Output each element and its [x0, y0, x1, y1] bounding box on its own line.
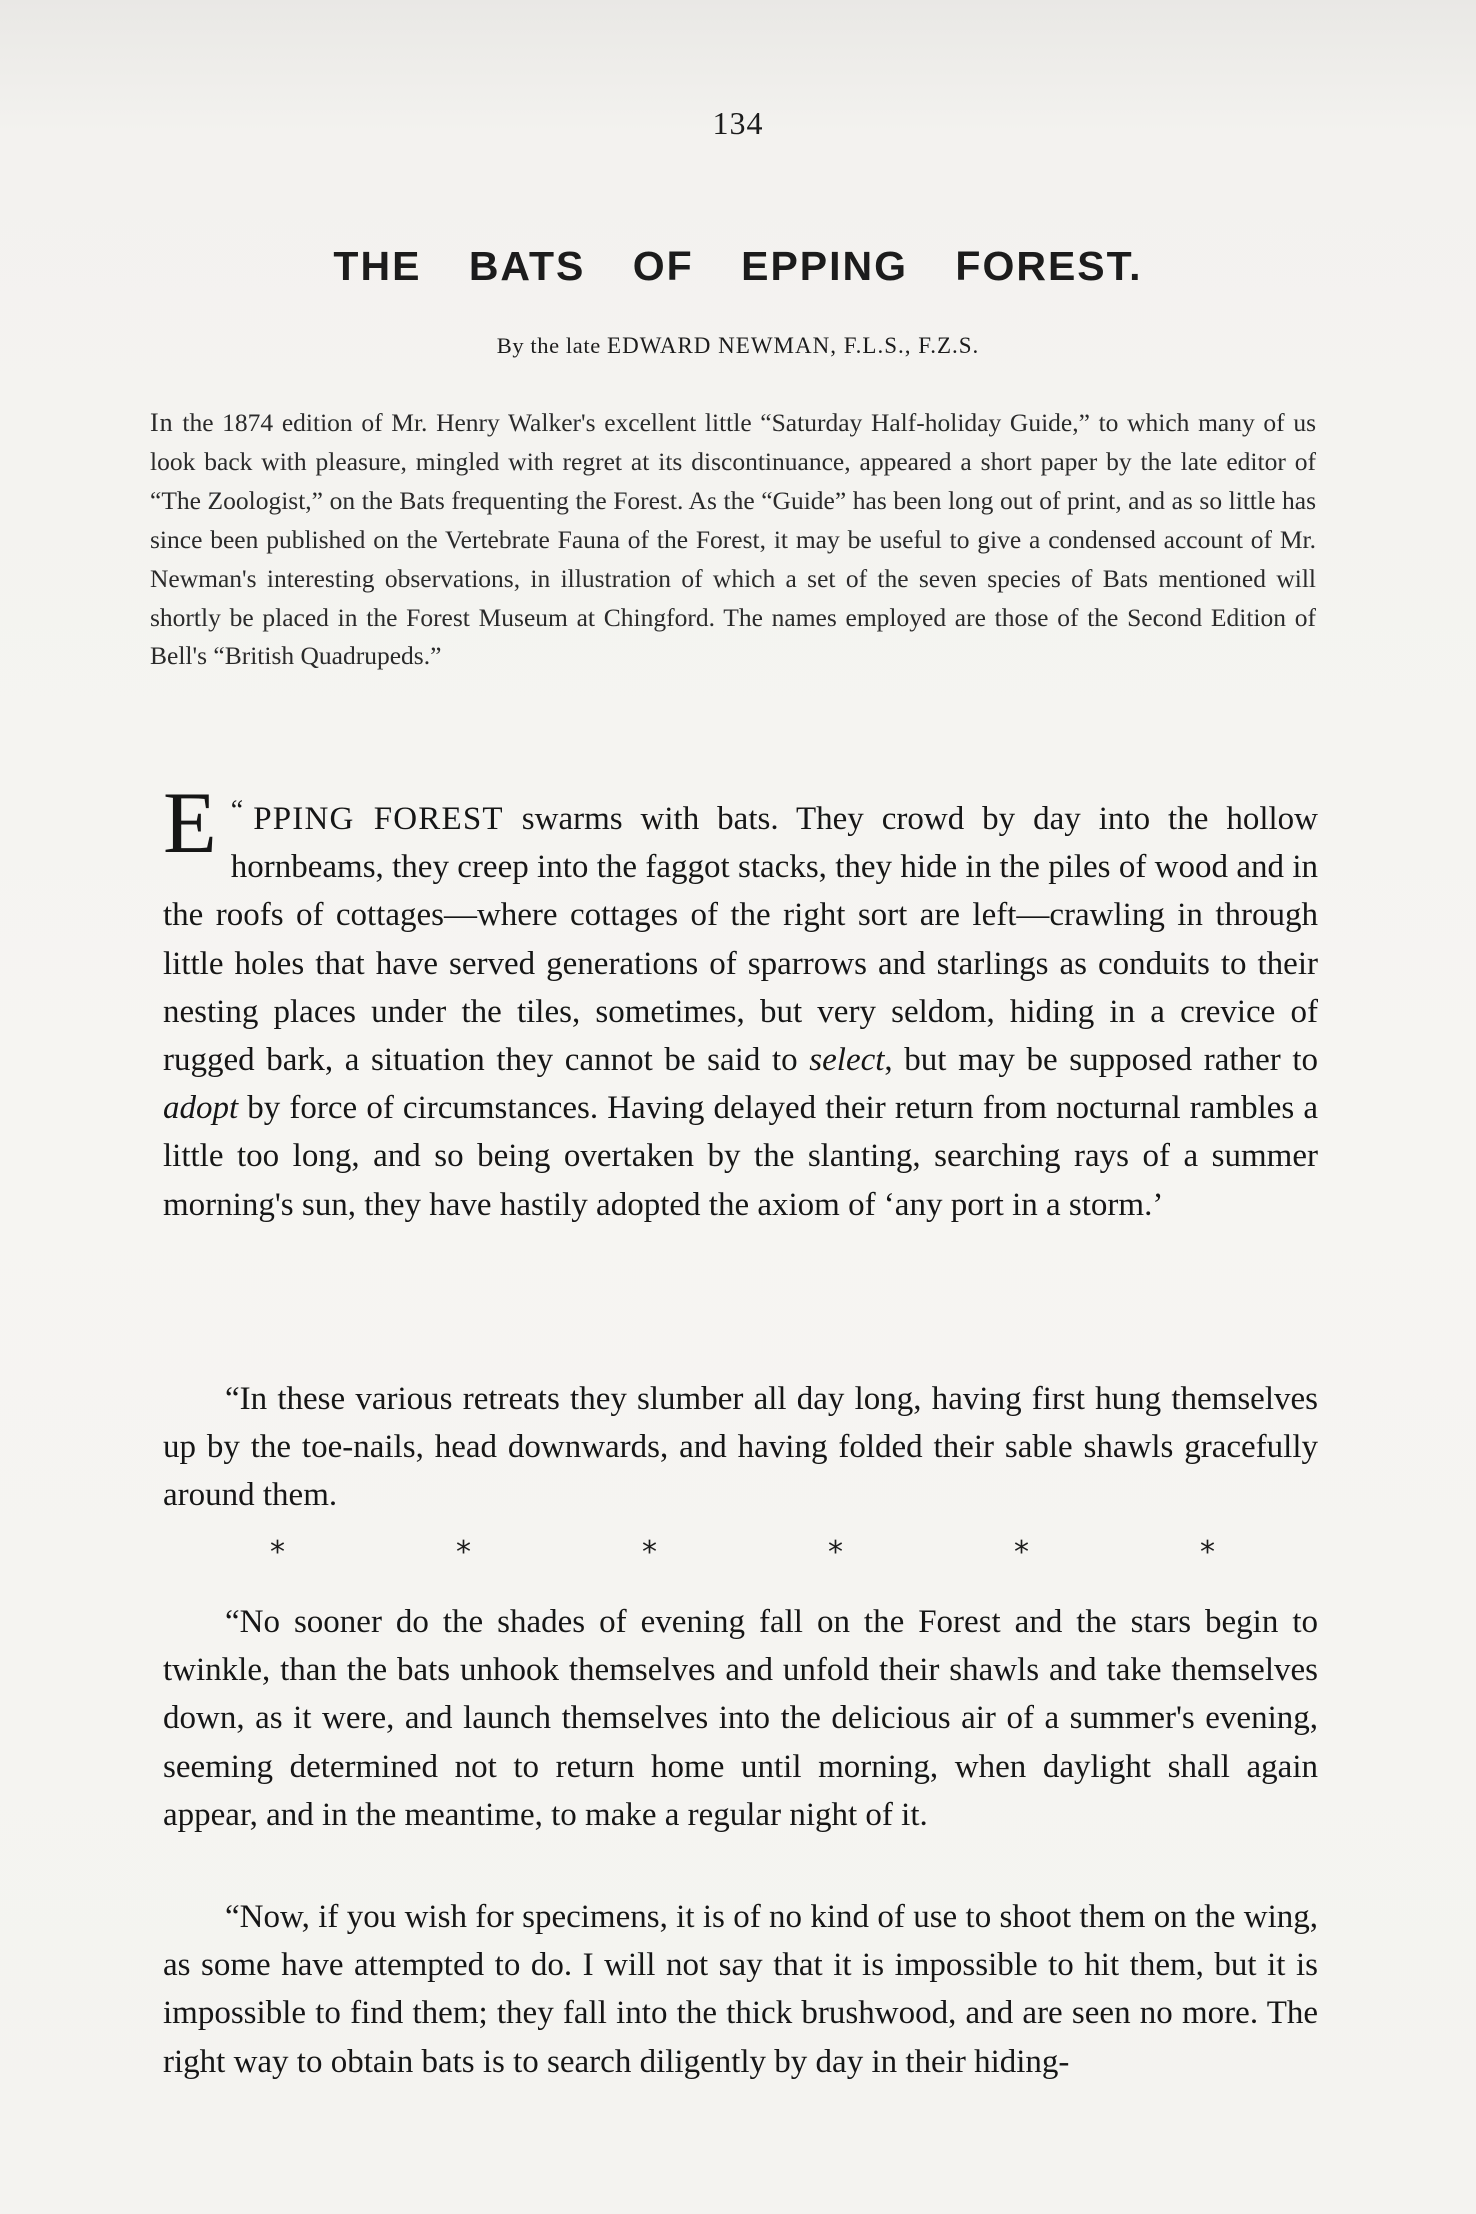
drop-cap: E	[163, 775, 217, 872]
opening-quote-mark: “	[230, 795, 244, 826]
quote-paragraph-2	[163, 1375, 1318, 1520]
emphasis-adopt: adopt	[163, 1090, 239, 1127]
quote-paragraph-4-text: “Now, if you wish for specimens, it is of no kind of use to shoot them on the wing, as some have attempted to do. I will not say that it is impossible to hit them, but it is impossible to find them; they fall into the thick brushwood, and are seen no more. The right way to obtain bats is to search diligently by day in their hiding-	[163, 1899, 1318, 2080]
quote-paragraph-1	[163, 775, 1319, 1229]
quote-paragraph-2-text: “In these various retreats they slumber all day long, having first hung themselves up by the toe-nails, head downwards, and having folded their sable shawls gracefully around them.	[163, 1381, 1318, 1514]
quote-text-a: swarms with bats. They crowd by day into the hollow hornbeams, they creep into the faggot stacks, they hide in the piles of wood and in the roofs of cottages—where cottages of the right sort are left—crawling in through little holes that have served generations of sparrows and starlings as conduits to their nesting places under the tiles, sometimes, but very seldom, hiding in a crevice of rugged bark, a situation they cannot be said to	[163, 801, 1318, 1079]
byline	[150, 333, 1326, 359]
article-title: THE BATS OF EPPING FOREST.	[333, 243, 1143, 289]
quote-text-b: , but may be supposed rather to	[884, 1042, 1319, 1079]
section-break-asterisks	[270, 1535, 1215, 1570]
quote-paragraph-3-text: “No sooner do the shades of evening fall on the Forest and the stars begin to twinkle, than the bats unhook themselves and unfold their shawls and take themselves down, as it were, and launch themselves into the delicious air of a summer's evening, seeming determined not to return home until morning, when daylight shall again appear, and in the meantime, to make a regular night of it.	[163, 1604, 1318, 1833]
quote-first-words: PPING FOREST	[253, 801, 504, 837]
asterisk: *	[642, 1535, 657, 1570]
intro-text: the 1874 edition of Mr. Henry Walker's excellent little “Saturday Half-holiday Guide,” to which many of us look back with pleasure, mingled with regret at its discontinuance, appeared a short paper by the late editor of “The Zoologist,” on the Bats frequenting the Forest. As the “Guide” has been long out of print, and as so little has since been published on the Vertebrate Fauna of the Forest, it may be useful to give a condensed account of Mr. Newman's interesting observations, in illustration of which a set of the seven species of Bats mentioned will shortly be placed in the Forest Museum at Chingford. The names employed are those of the Second Edition of Bell's “British Quadrupeds.”	[150, 408, 1317, 671]
byline-prefix: By the late	[496, 333, 601, 358]
emphasis-select: select	[809, 1042, 885, 1079]
asterisk: *	[828, 1535, 843, 1570]
quote-paragraph-4	[163, 1893, 1318, 2086]
quote-paragraph-3	[163, 1598, 1318, 1839]
intro-paragraph	[150, 404, 1316, 676]
page-number: 134	[712, 105, 764, 141]
quote-text-c: by force of circumstances. Having delayed their return from nocturnal rambles a little too long, and so being overtaken by the slanting, searching rays of a summer morning's sun, they have hastily adopted the axiom of ‘any port in a storm.’	[163, 1090, 1318, 1223]
asterisk: *	[270, 1535, 285, 1570]
asterisk: *	[1014, 1535, 1029, 1570]
intro-lead-word: In	[150, 408, 174, 437]
asterisk: *	[1200, 1535, 1215, 1570]
byline-author: EDWARD NEWMAN, F.L.S., F.Z.S.	[607, 333, 980, 358]
asterisk: *	[456, 1535, 471, 1570]
